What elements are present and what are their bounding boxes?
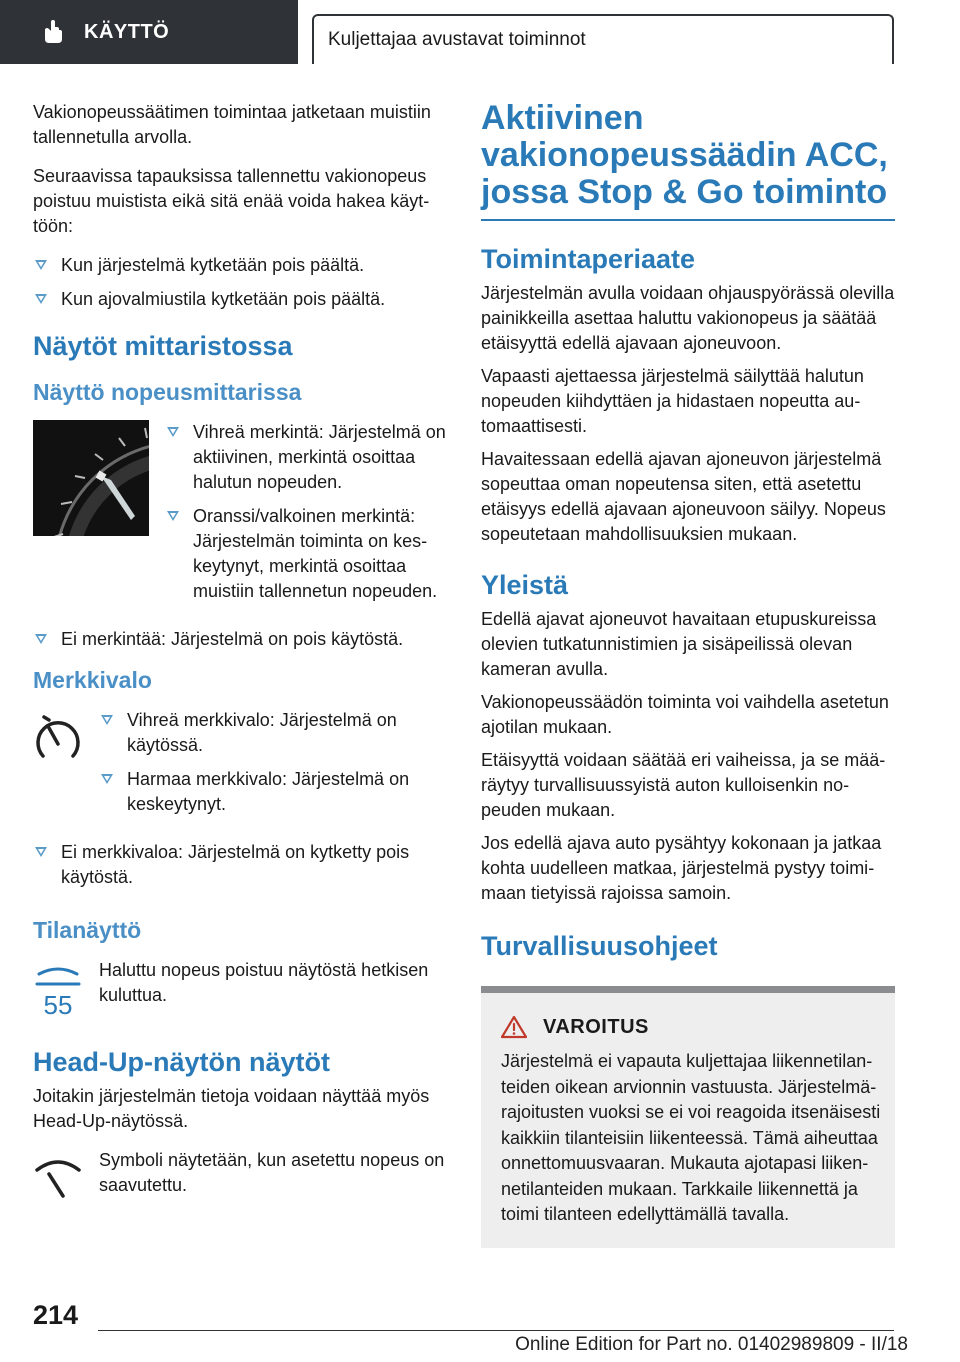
general-paragraph: Etäisyyttä voidaan säätää eri vaiheissa, ja se määräytyy turvallisuussyistä auton kulloisenkin nopeuden mukaan.: [481, 750, 886, 820]
indicator-list: [99, 708, 453, 826]
speedometer-list: [165, 420, 453, 613]
edition-text: Online Edition for Part no. 01402989809 - II/18: [515, 1334, 908, 1355]
bullet-triangle-icon: [167, 511, 179, 521]
list-item: Ei merkintää: Järjestelmä on pois käytöstä.: [33, 627, 453, 652]
section-title: Kuljettajaa avustavat toiminnot: [328, 29, 586, 50]
intro-list: [33, 253, 453, 312]
footer-divider: [98, 1330, 894, 1331]
speedometer-image: [33, 420, 149, 536]
heading-indicator: Merkkivalo: [33, 667, 152, 693]
general-paragraph: Vakionopeussäädön toiminta voi vaihdella asetetun ajotilan mukaan.: [481, 692, 889, 737]
hud-speed-reached-icon: [33, 1148, 83, 1208]
hand-pointer-icon: [40, 19, 66, 45]
warning-triangle-icon: [501, 1015, 527, 1039]
bullet-triangle-icon: [35, 294, 47, 304]
general-paragraph: Jos edellä ajava auto pysähtyy kokonaan ja jatkaa kohta uudelleen matkaa, järjestelmä pystyy toimimaan tietyissä rajoissa samoin.: [481, 833, 882, 903]
hud-symbol-text: Symboli näytetään, kun asetettu nopeus on saavutettu.: [99, 1150, 445, 1195]
status-text: Haluttu nopeus poistuu näytöstä hetkisen kuluttua.: [99, 960, 429, 1005]
heading-general: Yleistä: [481, 570, 569, 600]
hud-symbol-row: [33, 1148, 453, 1208]
bullet-triangle-icon: [167, 427, 179, 437]
general-paragraph: Edellä ajavat ajoneuvot havaitaan etupuskureissa olevien tutkatunnistimien ja sisäpeilissä olevan kameran avulla.: [481, 609, 877, 679]
indicator-none-list: [33, 840, 453, 890]
chapter-tab[interactable]: [0, 0, 298, 64]
warning-text: Järjestelmä ei vapauta kuljettajaa liikennetilanteiden oikean arvionnin vastuusta. Järjestelmärajoitusten vuoksi se ei voi reagoida itsenäisesti kaikkiin tilanteisiin liikenteessä. Tämä aiheuttaa onnettomuusvaaran. Mukauta ajotapasi liikennetilanteiden mukaan. Tarkkaile liikennettä ja toimi tilanteen edellyttämällä tavalla.: [501, 1051, 881, 1224]
heading-displays: Näytöt mittaristossa: [33, 331, 293, 361]
bullet-triangle-icon: [101, 774, 113, 784]
right-column: [481, 100, 895, 1248]
warning-box: [481, 986, 895, 1248]
heading-speedometer: Näyttö nopeusmittarissa: [33, 379, 302, 405]
list-item: Vihreä merkintä: Järjestelmä on aktiivinen, merkintä osoittaa halutun nopeuden.: [165, 420, 453, 495]
intro-paragraph-1: Vakionopeussäätimen toimintaa jatketaan muistiin tallennetulla arvolla.: [33, 102, 431, 147]
status-row: [33, 958, 453, 1018]
status-icon-number: 55: [43, 990, 73, 1018]
warning-title: VAROITUS: [543, 1015, 649, 1038]
list-item: Harmaa merkkivalo: Järjestelmä on keskeytynyt.: [99, 767, 453, 817]
bullet-triangle-icon: [35, 847, 47, 857]
speedometer-none-list: [33, 627, 453, 652]
heading-status: Tilanäyttö: [33, 917, 142, 943]
list-item: Ei merkkivaloa: Järjestelmä on kytketty pois käytöstä.: [33, 840, 453, 890]
list-item: Oranssi/valkoinen merkintä: Järjestelmän toiminta on keskeytynyt, merkintä osoittaa muistiin tallennetun nopeuden.: [165, 504, 453, 604]
bullet-triangle-icon: [101, 715, 113, 725]
acc-gauge-indicator-icon: [33, 708, 83, 768]
speedometer-figure-row: [33, 420, 453, 627]
principle-paragraph: Havaitessaan edellä ajavan ajoneuvon järjestelmä sopeuttaa oman nopeutensa siten, että asetettu etäisyys edellä ajavaan ajoneuvoon säilyy. Nopeus sopeutetaan mahdollisuuksien mukaan.: [481, 449, 886, 544]
indicator-row: [33, 708, 453, 826]
page-number: 214: [33, 1300, 79, 1330]
section-tab[interactable]: [312, 14, 894, 64]
principle-paragraph: Järjestelmän avulla voidaan ohjauspyörässä olevilla painikkeilla asettaa haluttu vakionopeus ja säätää etäisyyttä edellä ajavaan ajoneuvoon.: [481, 283, 895, 353]
title-divider: [481, 219, 895, 221]
list-item: Kun järjestelmä kytketään pois päältä.: [33, 253, 453, 278]
warning-header: [495, 993, 881, 1049]
heading-safety: Turvallisuusohjeet: [481, 931, 718, 961]
bullet-triangle-icon: [35, 260, 47, 270]
principle-paragraph: Vapaasti ajettaessa järjestelmä säilyttää halutun nopeuden kiihdyttäen ja hidastaen nopeutta automaattisesti.: [481, 366, 864, 436]
heading-principle: Toimintaperiaate: [481, 244, 696, 274]
hud-paragraph: Joitakin järjestelmän tietoja voidaan näyttää myös Head-Up-näytössä.: [33, 1086, 430, 1131]
bullet-triangle-icon: [35, 634, 47, 644]
list-item: Vihreä merkkivalo: Järjestelmä on käytössä.: [99, 708, 453, 758]
speed-status-icon: [33, 958, 83, 1018]
intro-paragraph-2: Seuraavissa tapauksissa tallennettu vakionopeus poistuu muistista eikä sitä enää voida hakea käyttöön:: [33, 166, 430, 236]
section-main-title: Aktiivinen vakionopeussäädin ACC, jossa Stop & Go toiminto: [481, 99, 888, 211]
chapter-title: KÄYTTÖ: [84, 20, 170, 43]
list-item: Kun ajovalmiustila kytketään pois päältä.: [33, 287, 453, 312]
heading-hud: Head-Up-näytön näytöt: [33, 1047, 330, 1077]
warning-bar: [481, 986, 895, 993]
left-column: [33, 100, 453, 1222]
